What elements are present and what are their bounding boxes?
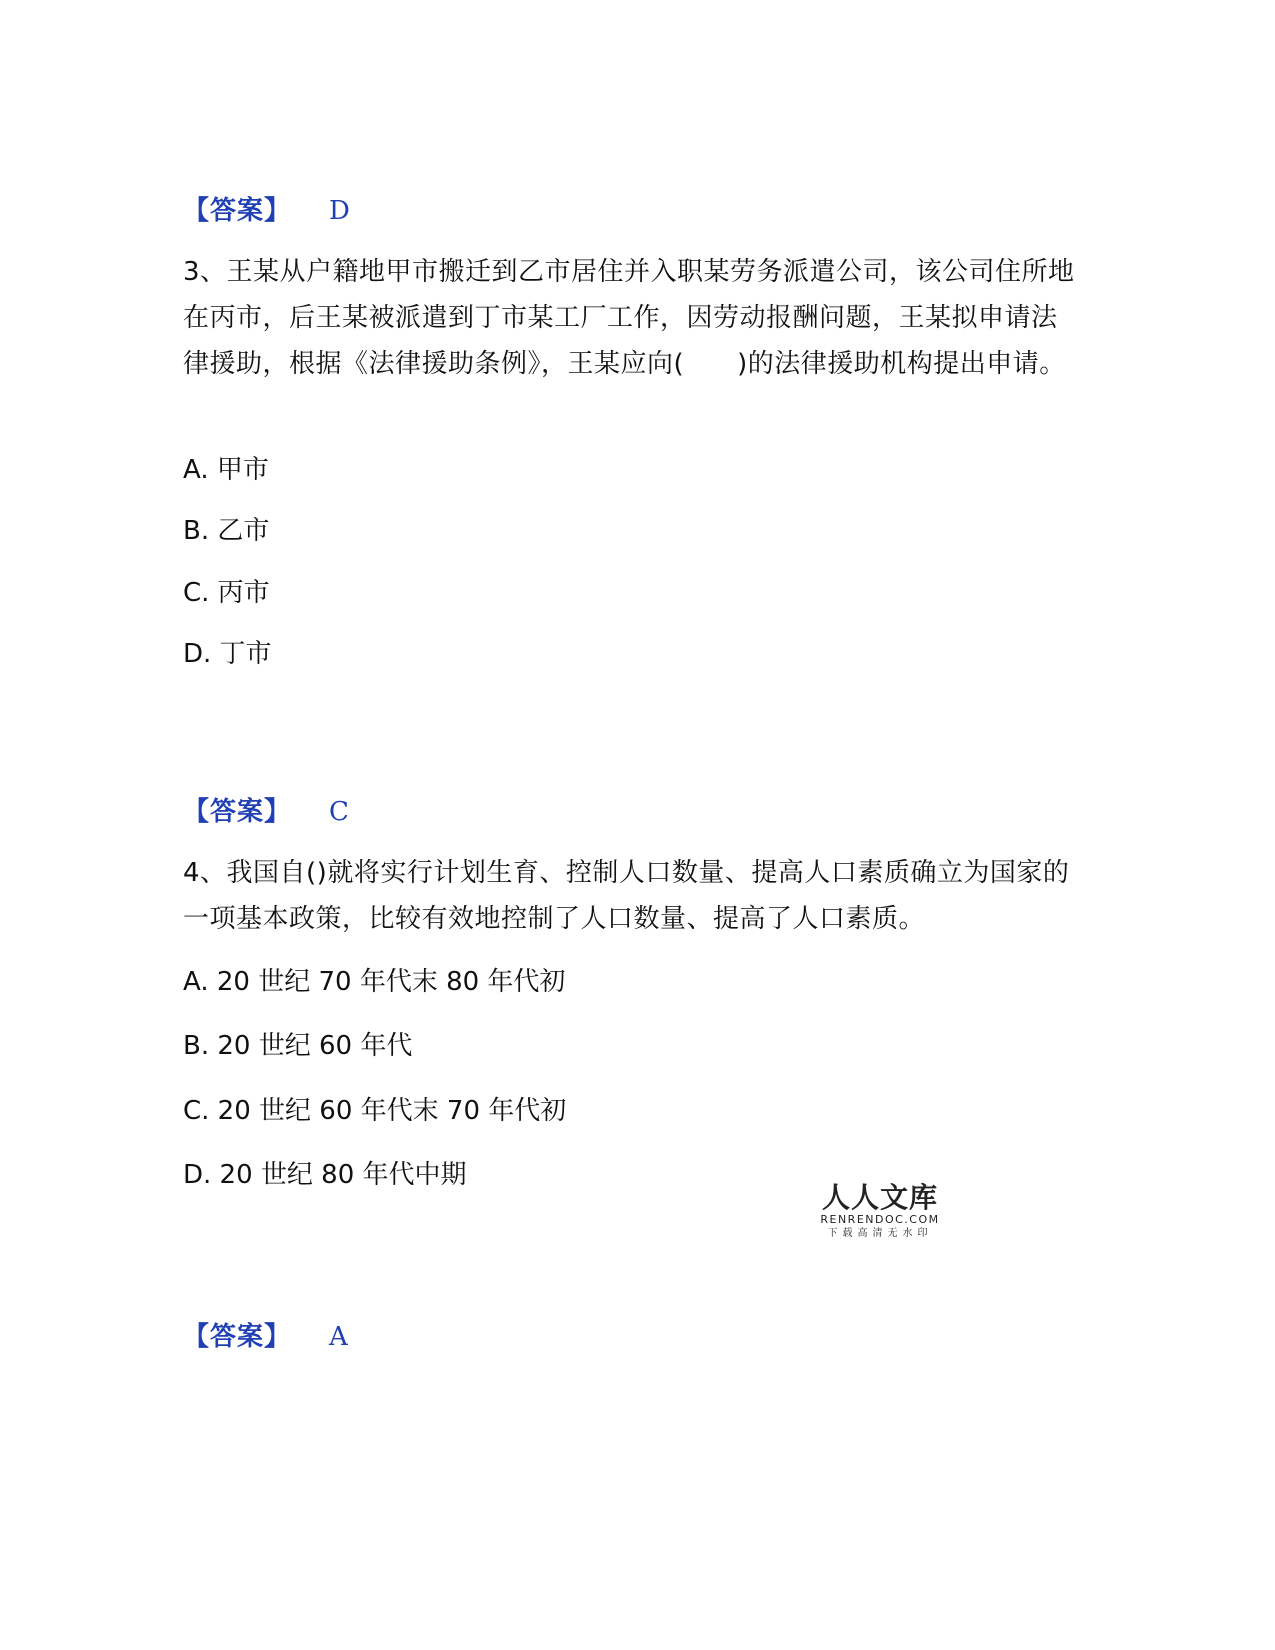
answer-tag: 【答案】 <box>183 1322 292 1352</box>
answer-value: A <box>329 1322 348 1352</box>
watermark-site: RENRENDOC.COM <box>820 1213 940 1226</box>
answer-tag: 【答案】 <box>183 196 292 226</box>
option-d: D. 20 世纪 80 年代中期 <box>183 1160 467 1190</box>
watermark-logo <box>815 1183 945 1241</box>
question-text: 4、我国自()就将实行计划生育、控制人口数量、提高人口素质确立为国家的一项基本政策，比较有效地控制了人口数量、提高了人口素质。 <box>183 858 1070 934</box>
option-c: C. 丙市 <box>183 578 270 608</box>
answer-value: D <box>329 196 350 226</box>
option-a: A. 甲市 <box>183 455 269 485</box>
answer-tag: 【答案】 <box>183 797 292 827</box>
option-c: C. 20 世纪 60 年代末 70 年代初 <box>183 1096 567 1126</box>
answer-line <box>183 1321 348 1353</box>
option-a: A. 20 世纪 70 年代末 80 年代初 <box>183 967 566 997</box>
watermark-subtitle: 下载高清无水印 <box>827 1228 933 1239</box>
answer-line <box>183 195 350 227</box>
option-b: B. 20 世纪 60 年代 <box>183 1031 413 1061</box>
option-d: D. 丁市 <box>183 639 272 669</box>
question-text: 3、王某从户籍地甲市搬迁到乙市居住并入职某劳务派遣公司，该公司住所地在丙市，后王某被派遣到丁市某工厂工作，因劳动报酬问题，王某拟申请法律援助，根据《法律援助条例》，王某应向( )的法律援助机构提出申请。 <box>183 257 1075 379</box>
watermark-title: 人人文库 <box>821 1181 938 1214</box>
option-b: B. 乙市 <box>183 516 270 546</box>
answer-value: C <box>329 797 349 827</box>
answer-line <box>183 796 349 828</box>
